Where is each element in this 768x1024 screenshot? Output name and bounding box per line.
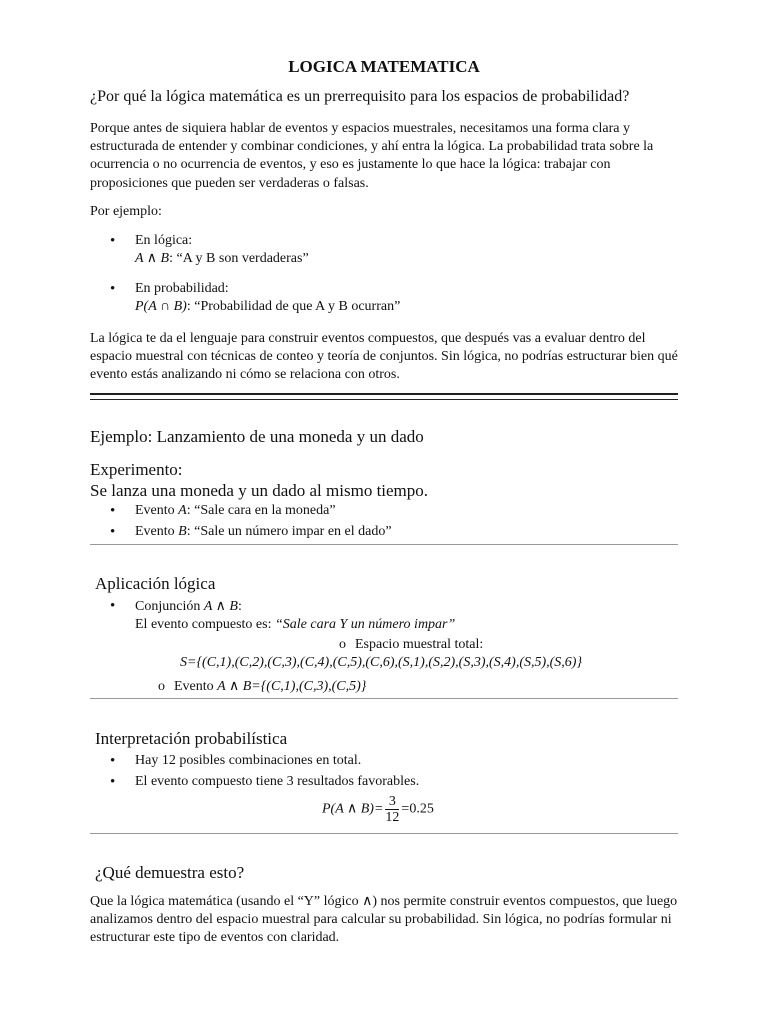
bullet-dot-icon: • xyxy=(110,774,116,790)
closing-paragraph: La lógica te da el lenguaje para construir eventos compuestos, que después vas a evaluar dentro del espacio muestral con técnicas de conteo y teoría de conjuntos. Sin lógica, no podrías estructurar bien qué evento estás analizando ni cómo se relaciona con otros. xyxy=(90,331,678,383)
bullet-prob-expr: P(A ∩ B) xyxy=(135,299,187,315)
sample-space-label-item: o Espacio muestral total: xyxy=(339,637,484,652)
bullet-prob-label: En probabilidad: xyxy=(135,281,229,296)
bullet-prob-text: : “Probabilidad de que A y B ocurran” xyxy=(186,299,401,315)
bullet-dot-icon: • xyxy=(110,233,116,249)
sample-space-set: S={(C,1),(C,2),(C,3),(C,4),(C,5),(C,6),(S,1),(S,2),(S,3),(S,4),(S,5),(S,6)} xyxy=(180,655,583,670)
demo-heading: ¿Qué demuestra esto? xyxy=(95,863,245,882)
divider xyxy=(90,544,678,545)
bullet-dot-icon: • xyxy=(110,524,116,540)
bullet-dot-icon: • xyxy=(110,503,116,519)
bullet-logic-text: : “A y B son verdaderas” xyxy=(169,251,309,267)
divider xyxy=(90,698,678,699)
bullet-dot-icon: • xyxy=(110,598,116,614)
section-divider xyxy=(90,393,678,400)
experiment-desc: Se lanza una moneda y un dado al mismo tiempo. xyxy=(90,481,429,500)
probability-formula: P(A ∧ B)= $\frac{3}{12}$ =0.25 xyxy=(322,794,434,825)
page-title: LOGICA MATEMATICA xyxy=(288,57,480,76)
prob-heading: Interpretación probabilística xyxy=(95,729,288,748)
bullet-logic-expr: A ∧ B xyxy=(135,251,170,267)
bullet-dot-icon: • xyxy=(110,281,116,297)
intro-paragraph: Porque antes de siquiera hablar de eventos y espacios muestrales, necesitamos una forma clara y estructurada de entender y combinar condiciones, y ahí entra la lógica. La probabilidad trata sobre la ocurrencia o no ocurrencia de eventos, y eso es justamente lo que hace la lógica: trabajar con proposiciones que pueden ser verdaderas o falsas. xyxy=(90,121,654,191)
experiment-label: Experimento: xyxy=(90,460,183,479)
divider xyxy=(90,833,678,834)
example-heading: Ejemplo: Lanzamiento de una moneda y un dado xyxy=(90,427,424,446)
example-intro: Por ejemplo: xyxy=(90,204,162,219)
experiment-block xyxy=(90,459,428,501)
bullet-circle-icon: o xyxy=(158,679,165,694)
bullet-logic-label: En lógica: xyxy=(135,233,193,248)
demo-paragraph: Que la lógica matemática (usando el “Y” lógico ∧) nos permite construir eventos compuestos, que luego analizamos dentro del espacio muestral para calcular su probabilidad. Sin lógica, no podrías formular ni estructurar este tipo de eventos con claridad. xyxy=(90,894,678,946)
fraction: $\frac{3}{12}$ xyxy=(385,794,400,825)
bullet-dot-icon: • xyxy=(110,753,116,769)
main-question: ¿Por qué la lógica matemática es un prerrequisito para los espacios de probabilidad? xyxy=(90,88,630,105)
logic-heading: Aplicación lógica xyxy=(95,574,216,593)
bullet-circle-icon: o xyxy=(339,637,346,652)
event-ab-item: o Evento A ∧ B={(C,1),(C,3),(C,5)} xyxy=(158,679,367,694)
